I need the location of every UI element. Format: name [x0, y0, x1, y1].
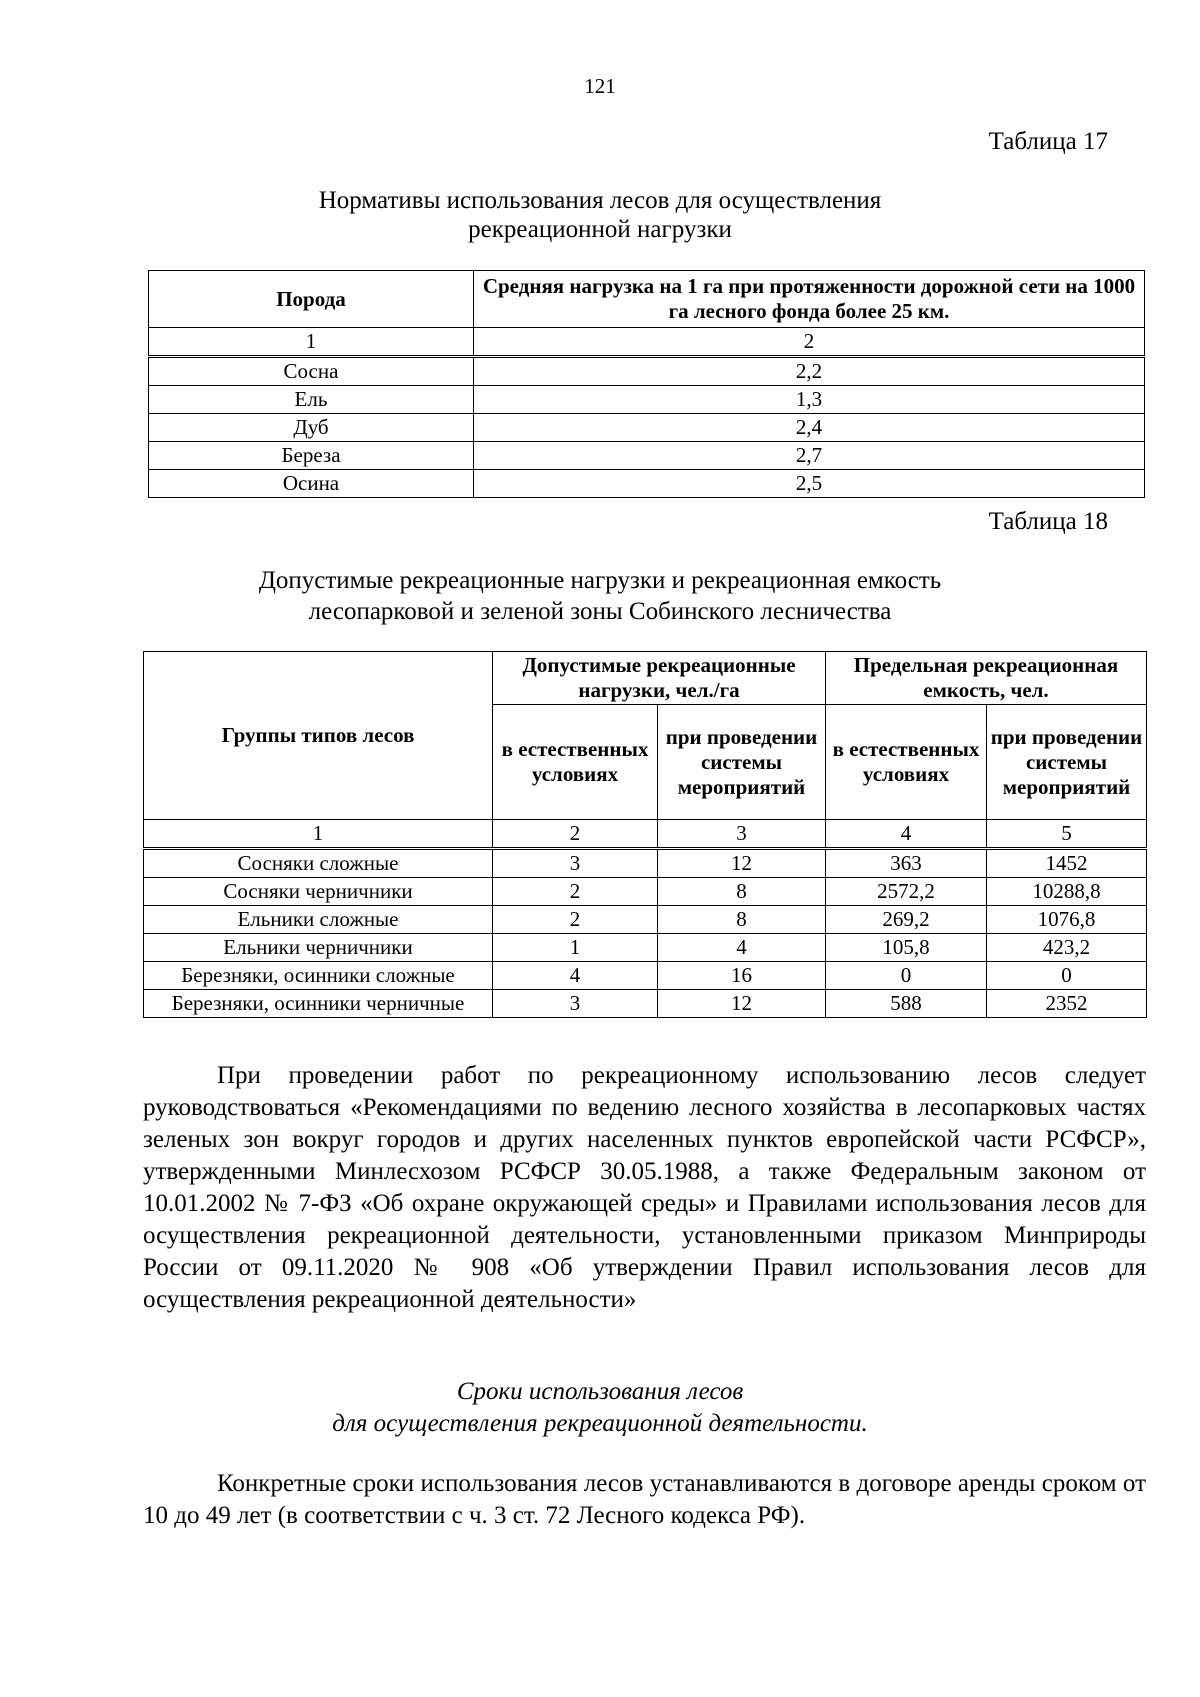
table18-header-row1: [144, 652, 1147, 705]
table18-cell: 588: [826, 990, 987, 1018]
body-paragraph-1: При проведении работ по рекреационному использованию лесов следует руководствоваться «Рекомендациями по ведению лесного хозяйства в лесопарковых частях зеленых зон вокруг городов и других населенных пунктов европейской части РСФСР», утвержденными Минлесхозом РСФСР 30.05.1988, а также Федеральным законом от 10.01.2002 № 7-ФЗ «Об охране окружающей среды» и Правилами использования лесов для осуществления рекреационной деятельности, установленными приказом Минприроды России от 09.11.2020 № 908 «Об утверждении Правил использования лесов для осуществления рекреационной деятельности»: [143, 1062, 1146, 1313]
table18: [143, 651, 1147, 1018]
table18-colnum: 5: [987, 820, 1147, 849]
table18-colnum: 4: [826, 820, 987, 849]
table18-colnum: 1: [144, 820, 493, 849]
table17-header-load: Средняя нагрузка на 1 га при протяженности дорожной сети на 1000 га лесного фонда более 25 км.: [474, 271, 1145, 328]
table18-cell: 4: [493, 962, 658, 990]
table-row: [144, 962, 1147, 990]
table18-cell: 10288,8: [987, 878, 1147, 906]
table18-cell: 0: [987, 962, 1147, 990]
table-row: [149, 357, 1145, 386]
table18-subheader-natural: в естественных условиях: [826, 705, 987, 820]
table18-cell: 8: [658, 906, 826, 934]
table17-cell: 2,5: [474, 470, 1145, 498]
table18-cell: 2: [493, 906, 658, 934]
table18-cell: 105,8: [826, 934, 987, 962]
table18-colnum: 2: [493, 820, 658, 849]
table17-header-breed: Порода: [149, 271, 474, 328]
table18-subheader-measures: при проведении системы мероприятий: [987, 705, 1147, 820]
table17-header-row: [149, 271, 1145, 328]
table-row: [144, 990, 1147, 1018]
table18-cell: 363: [826, 849, 987, 878]
table-row: [144, 906, 1147, 934]
table18-cell: 12: [658, 849, 826, 878]
table18-cell: 2352: [987, 990, 1147, 1018]
table18-colnum: 3: [658, 820, 826, 849]
table-row: [149, 442, 1145, 470]
table18-cell: 3: [493, 990, 658, 1018]
table17-cell: 1,3: [474, 386, 1145, 414]
table18-cell: 269,2: [826, 906, 987, 934]
table18-cell: 4: [658, 934, 826, 962]
table17-colnum: 2: [474, 328, 1145, 357]
table17-cell: Ель: [149, 386, 474, 414]
table18-subheader-natural: в естественных условиях: [493, 705, 658, 820]
table17-cell: Дуб: [149, 414, 474, 442]
table18-cell: Сосняки черничники: [144, 878, 493, 906]
table17-cell: Береза: [149, 442, 474, 470]
table17-cell: 2,2: [474, 357, 1145, 386]
page-number: 121: [584, 74, 616, 98]
table17-number-row: [149, 328, 1145, 357]
table18-cell: 0: [826, 962, 987, 990]
table18-cell: 423,2: [987, 934, 1147, 962]
table18-header-forest-groups: Группы типов лесов: [144, 652, 493, 820]
table-row: [144, 849, 1147, 878]
body-paragraph-2: Конкретные сроки использования лесов устанавливаются в договоре аренды сроком от 10 до 49 лет (в соответствии с ч. 3 ст. 72 Лесного кодекса РФ).: [143, 1470, 1146, 1529]
table18-cell: 2: [493, 878, 658, 906]
table18-cell: Березняки, осинники сложные: [144, 962, 493, 990]
table18-label: Таблица 18: [988, 508, 1108, 535]
table-row: [149, 414, 1145, 442]
table17-colnum: 1: [149, 328, 474, 357]
body-paragraph-2-block: [143, 1468, 1146, 1532]
table18-cell: 3: [493, 849, 658, 878]
table18-cell: Березняки, осинники черничные: [144, 990, 493, 1018]
table18-cell: 12: [658, 990, 826, 1018]
table17-label: Таблица 17: [988, 128, 1108, 155]
table18-cell: 1076,8: [987, 906, 1147, 934]
table18-cell: 1452: [987, 849, 1147, 878]
table-row: [149, 470, 1145, 498]
table18-cell: 8: [658, 878, 826, 906]
table18-cell: Ельники черничники: [144, 934, 493, 962]
table17-cell: 2,4: [474, 414, 1145, 442]
body-paragraph-1-block: [143, 1060, 1146, 1316]
section-heading-line2: для осуществления рекреационной деятельности.: [332, 1410, 868, 1437]
table18-title-line1: Допустимые рекреационные нагрузки и рекреационная емкость: [258, 567, 942, 594]
section-heading-line1: Сроки использования лесов: [456, 1378, 744, 1405]
table18-cell: Ельники сложные: [144, 906, 493, 934]
table17-cell: 2,7: [474, 442, 1145, 470]
table-row: [149, 386, 1145, 414]
table-row: [144, 878, 1147, 906]
table17: [148, 270, 1145, 498]
table18-header-allowed-loads: Допустимые рекреационные нагрузки, чел./га: [493, 652, 826, 705]
table18-title-line2: лесопарковой и зеленой зоны Собинского лесничества: [308, 598, 892, 625]
table18-cell: 1: [493, 934, 658, 962]
table18-cell: 16: [658, 962, 826, 990]
table17-cell: Осина: [149, 470, 474, 498]
table17-cell: Сосна: [149, 357, 474, 386]
table18-number-row: [144, 820, 1147, 849]
table17-title-line2: рекреационной нагрузки: [468, 216, 732, 243]
table18-subheader-measures: при проведении системы мероприятий: [658, 705, 826, 820]
table18-cell: 2572,2: [826, 878, 987, 906]
table17-title-line1: Нормативы использования лесов для осуществления: [318, 187, 882, 214]
table18-cell: Сосняки сложные: [144, 849, 493, 878]
table18-header-capacity: Предельная рекреационная емкость, чел.: [826, 652, 1147, 705]
table-row: [144, 934, 1147, 962]
